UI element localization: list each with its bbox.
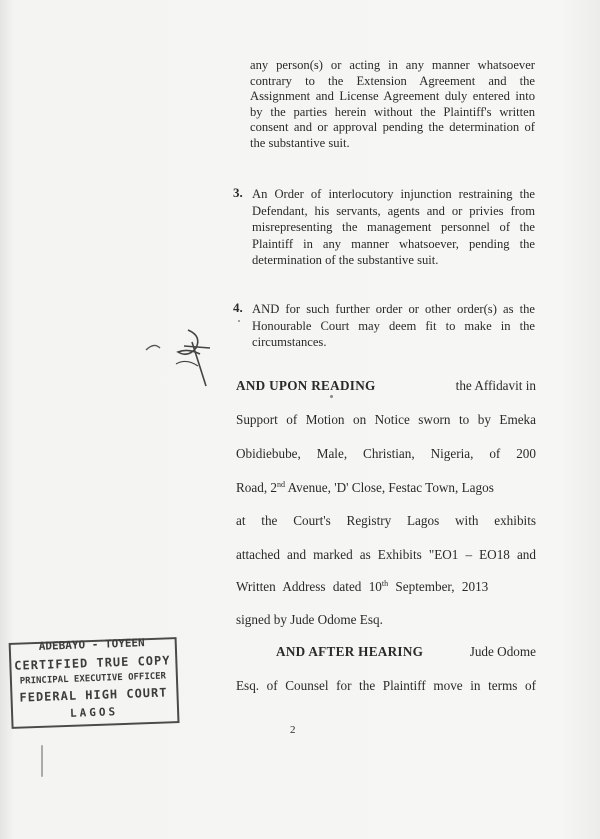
stamp-city: LAGOS xyxy=(69,705,119,720)
reading-line-2 xyxy=(236,412,536,428)
reading-line-3 xyxy=(236,446,536,462)
reading-line-6-text: attached and marked as Exhibits "EO1 – EO18 and xyxy=(236,547,536,562)
item-4-text: AND for such further order or other order(s) as the Honourable Court may deem fit to make in the circumstances. xyxy=(252,302,535,349)
stamp-title: PRINCIPAL EXECUTIVE OFFICER xyxy=(19,671,167,687)
reading-line-8-text: signed by Jude Odome Esq. xyxy=(236,612,383,627)
reading-line-7-text-a: Written Address dated 10 xyxy=(236,579,382,594)
stamp-court: FEDERAL HIGH COURT xyxy=(19,685,168,705)
scan-artifact xyxy=(238,320,240,322)
reading-line-7 xyxy=(236,579,536,595)
reading-line-5-text: at the Court's Registry Lagos with exhibits xyxy=(236,513,536,528)
handwritten-initial-mark xyxy=(140,322,230,392)
reading-line-5 xyxy=(236,513,536,529)
reading-line-1-text: the Affidavit in xyxy=(455,378,536,393)
item-3-number: 3. xyxy=(233,185,243,200)
stamp-officer-name: ADEBAYO - TOYEEN xyxy=(38,636,145,653)
reading-line-4-text-a: Road, 2 xyxy=(236,480,278,495)
hearing-line-1 xyxy=(276,644,536,660)
hearing-line-2 xyxy=(236,678,536,694)
hearing-heading: AND AFTER HEARING xyxy=(276,644,424,659)
reading-line-4 xyxy=(236,480,536,496)
reading-line-4-text-b: Avenue, 'D' Close, Festac Town, Lagos xyxy=(285,480,494,495)
scan-artifact xyxy=(330,395,333,398)
scan-artifact xyxy=(41,745,43,777)
reading-line-4-sup: nd xyxy=(277,480,286,489)
reading-line-8 xyxy=(236,612,536,628)
reading-line-7-sup: th xyxy=(381,579,389,588)
hearing-line-2-text: Esq. of Counsel for the Plaintiff move in terms of xyxy=(236,678,536,693)
item-4-number: 4. xyxy=(233,300,243,315)
reading-line-2-text: Support of Motion on Notice sworn to by Emeka xyxy=(236,412,536,427)
stamp-certified: CERTIFIED TRUE COPY xyxy=(14,653,171,673)
reading-line-1 xyxy=(236,378,536,394)
reading-line-6 xyxy=(236,547,536,563)
hearing-line-1-text: Jude Odome xyxy=(469,644,536,659)
item-3-text: An Order of interlocutory injunction restraining the Defendant, his servants, agents and or privies from misrepresenting the management personnel of the Plaintiff in any manner whatsoever, pending the determination of the substantive suit. xyxy=(252,187,535,267)
reading-line-3-text: Obidiebube, Male, Christian, Nigeria, of 200 xyxy=(236,446,536,461)
page-number: 2 xyxy=(290,724,296,736)
certified-true-copy-stamp xyxy=(6,631,181,731)
reading-line-7-text-b: September, 2013 xyxy=(388,579,489,594)
reading-heading: AND UPON READING xyxy=(236,378,376,393)
continuation-paragraph: any person(s) or acting in any manner whatsoever contrary to the Extension Agreement and the Assignment and License Agreement duly entered into by the parties herein without the Plaintiff's written consent and or approval pending the determination of the substantive suit. xyxy=(250,58,535,150)
